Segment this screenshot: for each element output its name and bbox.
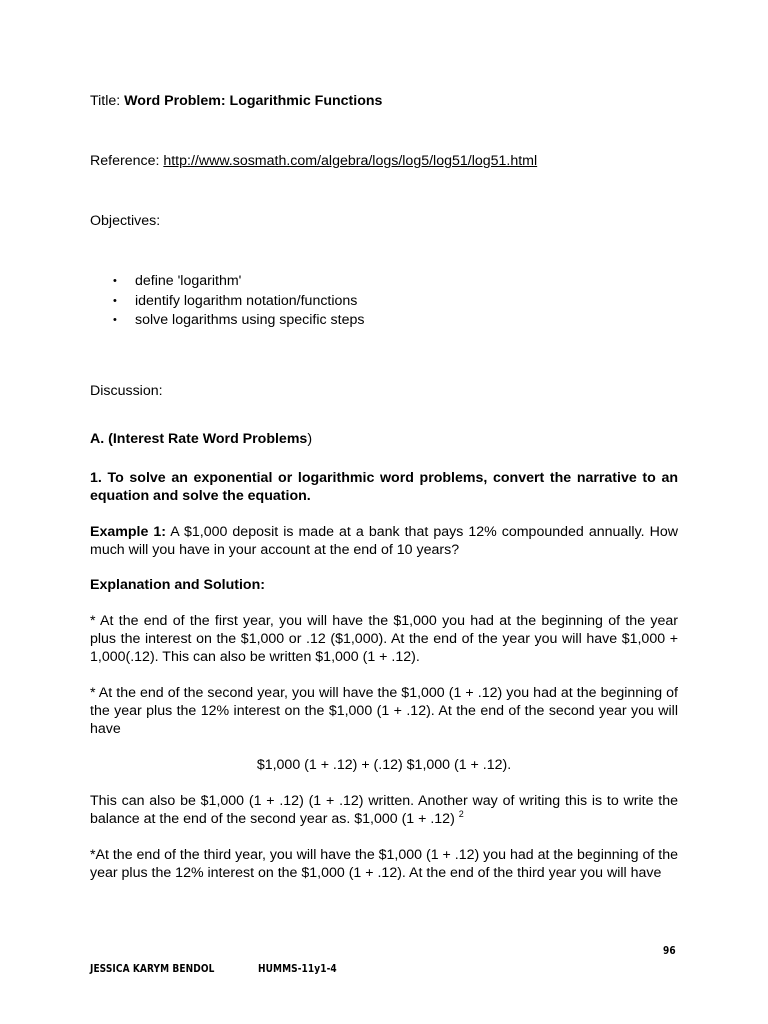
footer-section: HUMMS-11y1-4: [258, 962, 337, 975]
objective-text: identify logarithm notation/functions: [135, 292, 358, 309]
document-title: Word Problem: Logarithmic Functions: [124, 93, 383, 109]
bullet-icon: •: [113, 314, 117, 326]
example-1-text: A $1,000 deposit is made at a bank that pays 12% compounded annually. How much will you have in your account at the end of 10 years?: [90, 524, 678, 558]
objectives-list: [90, 272, 364, 331]
section-a-title: Interest Rate Word Problems: [112, 431, 308, 447]
list-item: [90, 272, 364, 292]
equation: $1,000 (1 + .12) + (.12) $1,000 (1 + .12).: [256, 757, 512, 773]
bullet-icon: •: [113, 294, 117, 307]
section-a-suffix: ): [307, 431, 313, 447]
paragraph-third-year: *At the end of the third year, you will have the $1,000 (1 + .12) you had at the beginning of the year plus the 12% interest on the $1,000 (1 + .12). At the end of the third year you will have: [90, 847, 679, 881]
paragraph-balance: [90, 792, 678, 828]
paragraph-balance-text: This can also be $1,000 (1 + .12) (1 + .12) written. Another way of writing this is to write the balance at the end of the second year as. $1,000 (1 + .12): [90, 793, 678, 827]
paragraph-second-year: * At the end of the second year, you will have the $1,000 (1 + .12) you had at the beginning of the year plus the 12% interest on the $1,000 (1 + .12). At the end of the second year you will have: [90, 685, 678, 737]
objective-text: solve logarithms using specific steps: [135, 312, 365, 328]
point-1: 1. To solve an exponential or logarithmic word problems, convert the narrative to an equation and solve the equation.: [90, 470, 678, 504]
bullet-icon: •: [113, 275, 117, 287]
example-1-label: Example 1:: [90, 524, 167, 540]
objectives-heading: Objectives:: [90, 213, 161, 229]
title-line: [90, 92, 382, 110]
example-1: [90, 523, 678, 559]
paragraph-first-year: * At the end of the first year, you will have the $1,000 you had at the beginning of the year plus the interest on the $1,000 or .12 ($1,000). At the end of the year you will have $1,000 + 1,000(.12). This can also be written $1,000 (1 + .12).: [90, 613, 678, 665]
title-label: Title:: [90, 93, 125, 109]
footer-author: JESSICA KARYM BENDOL: [90, 962, 215, 975]
discussion-heading: Discussion:: [90, 383, 163, 399]
list-item: [90, 311, 364, 331]
reference-label: Reference:: [90, 153, 164, 169]
objective-text: define 'logarithm': [135, 273, 242, 289]
section-a-heading: [90, 430, 312, 448]
reference-link[interactable]: http://www.sosmath.com/algebra/logs/log5/log51/log51.html: [163, 153, 538, 169]
list-item: [90, 292, 364, 312]
exponent: 2: [458, 809, 464, 819]
reference-line: [90, 152, 537, 170]
page-number: 96: [663, 944, 676, 957]
section-a-prefix: A. (: [90, 431, 113, 447]
explanation-heading: Explanation and Solution:: [90, 577, 265, 593]
